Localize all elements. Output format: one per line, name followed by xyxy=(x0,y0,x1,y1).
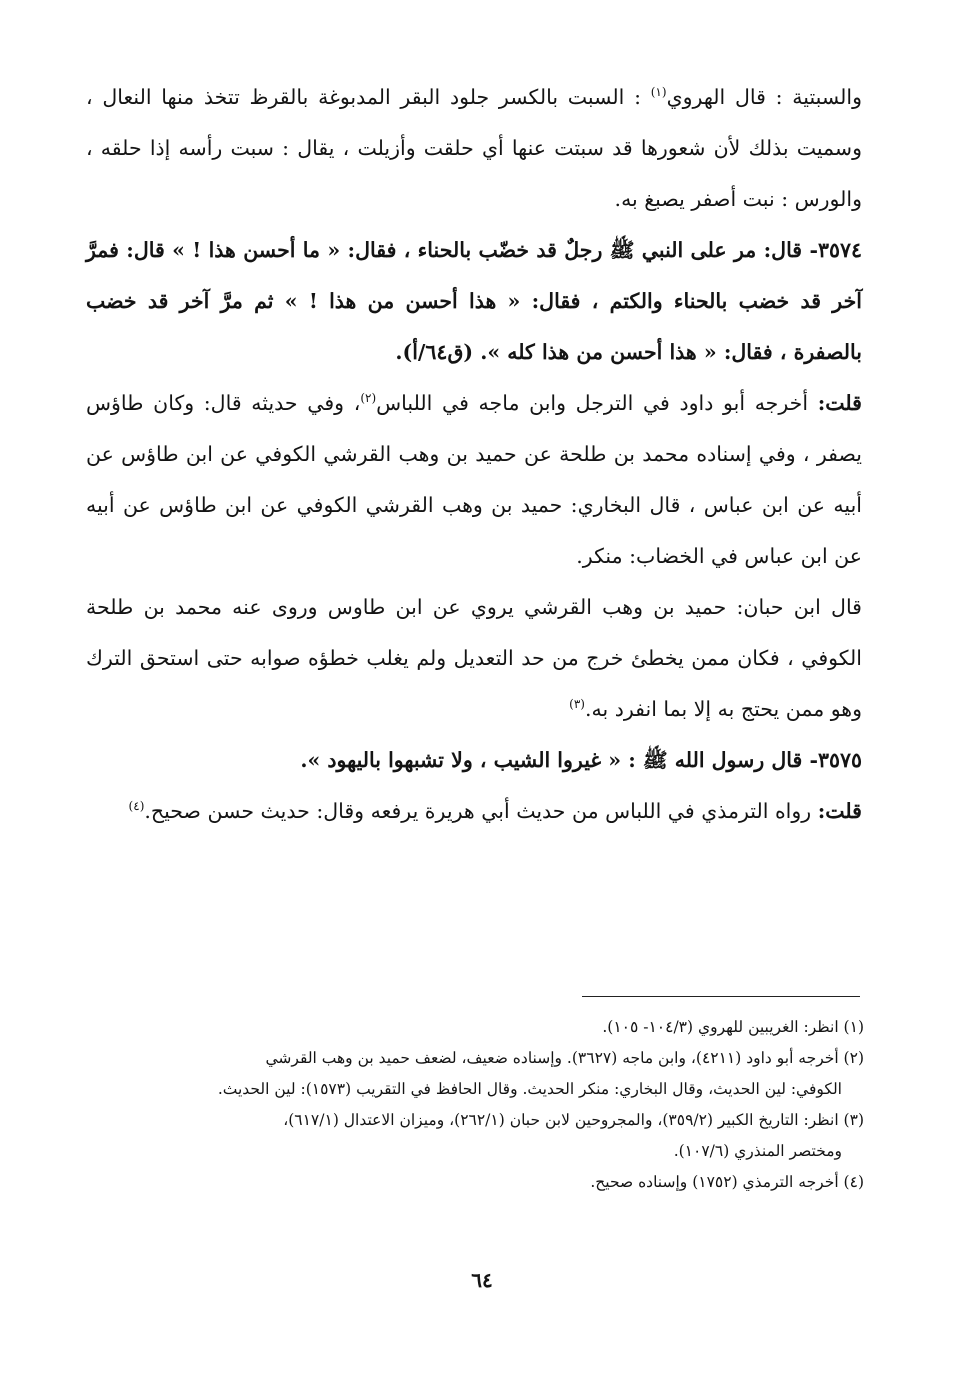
footnote-1: (١) انظر: الغريبين للهروي (١٠٤/٣- ١٠٥). xyxy=(602,1018,864,1036)
footnote-3-continued: ومختصر المنذري (١٠٧/٦). xyxy=(673,1142,842,1160)
paragraph-text: رواه الترمذي في اللباس من حديث أبي هريرة يرفعه وقال: حديث حسن صحيح. xyxy=(144,799,818,823)
comment-3574 xyxy=(86,378,862,582)
footnote-4: (٤) أخرجه الترمذي (١٧٥٢) وإسناده صحيح. xyxy=(590,1173,864,1191)
page-number: ٦٤ xyxy=(471,1268,493,1292)
paragraph-text: أخرجه أبو داود في الترجل وابن ماجه في اللباس xyxy=(376,391,818,415)
footnotes xyxy=(84,1012,864,1198)
paragraph-text: والسبتية : قال الهروي xyxy=(666,85,862,109)
footnote-2: (٢) أخرجه أبو داود (٤٢١١)، وابن ماجه (٣٦٢٧). وإسناده ضعيف، لضعف حميد بن وهب القرشي xyxy=(265,1049,864,1067)
comment-lead: قلت: xyxy=(817,391,862,415)
footnote-ref[interactable]: (٤) xyxy=(128,799,145,814)
footnote-ref[interactable]: (٣) xyxy=(569,697,585,712)
hadith-3574: ٣٥٧٤- قال: مر على النبي ﷺ رجلٌ قد خضّب بالحناء ، فقال: « ما أحسن هذا ! » قال: فمرَّ آخر قد خضب بالحناء والكتم ، فقال: « هذا أحسن من هذا ! » ثم مرَّ آخر قد خضب بالصفرة ، فقال: « هذا أحسن من هذا كله ». (ق٦٤/أ). xyxy=(86,238,862,364)
hadith-3575: ٣٥٧٥- قال رسول الله ﷺ : « غيروا الشيب ، ولا تشبهوا باليهود ». xyxy=(300,748,862,772)
paragraph-text: قال ابن حبان: حميد بن وهب القرشي يروي عن ابن طاوس وروى عنه محمد بن طلحة الكوفي ، فكان ممن يخطئ خرج من حد التعديل ولم يغلب خطؤه صوابه حتى استحق الترك وهو ممن يحتج به إلا بما انفرد به. xyxy=(86,595,862,721)
footnote-separator xyxy=(582,996,860,997)
footnote-ref[interactable]: (٢) xyxy=(360,391,377,406)
footnote-3: (٣) انظر: التاريخ الكبير (٣٥٩/٢)، والمجروحين لابن حبان (٢٦٢/١)، وميزان الاعتدال (٦١٧/١)، xyxy=(283,1111,864,1129)
main-text xyxy=(86,72,862,837)
footnote-2-continued: الكوفي: لين الحديث، وقال البخاري: منكر الحديث. وقال الحافظ في التقريب (١٥٧٣): لين الحديث. xyxy=(217,1080,842,1098)
paragraph-text: ، وفي حديثه قال: وكان طاؤس يصفر ، وفي إسناده محمد بن طلحة عن حميد بن وهب القرشي الكوفي عن ابن طاؤس عن أبيه عن ابن عباس ، قال البخاري: حميد بن وهب القرشي الكوفي عن ابن طاؤس عن أبيه عن ابن عباس في الخضاب: منكر. xyxy=(86,391,862,568)
paragraph-text: : السبت بالكسر جلود البقر المدبوغة بالقرظ تتخذ منها النعال ، وسميت بذلك لأن شعورها قد سبتت عنها أي حلقت وأزيلت ، يقال : سبت رأسه إذا حلقه ، والورس : نبت أصفر يصبغ به. xyxy=(86,85,862,211)
comment-3575 xyxy=(86,786,862,837)
footnote-ref[interactable]: (١) xyxy=(650,85,667,100)
paragraph-sabtiyya xyxy=(86,72,862,225)
paragraph-ibn-hibban xyxy=(86,582,862,735)
comment-lead: قلت: xyxy=(817,799,862,823)
